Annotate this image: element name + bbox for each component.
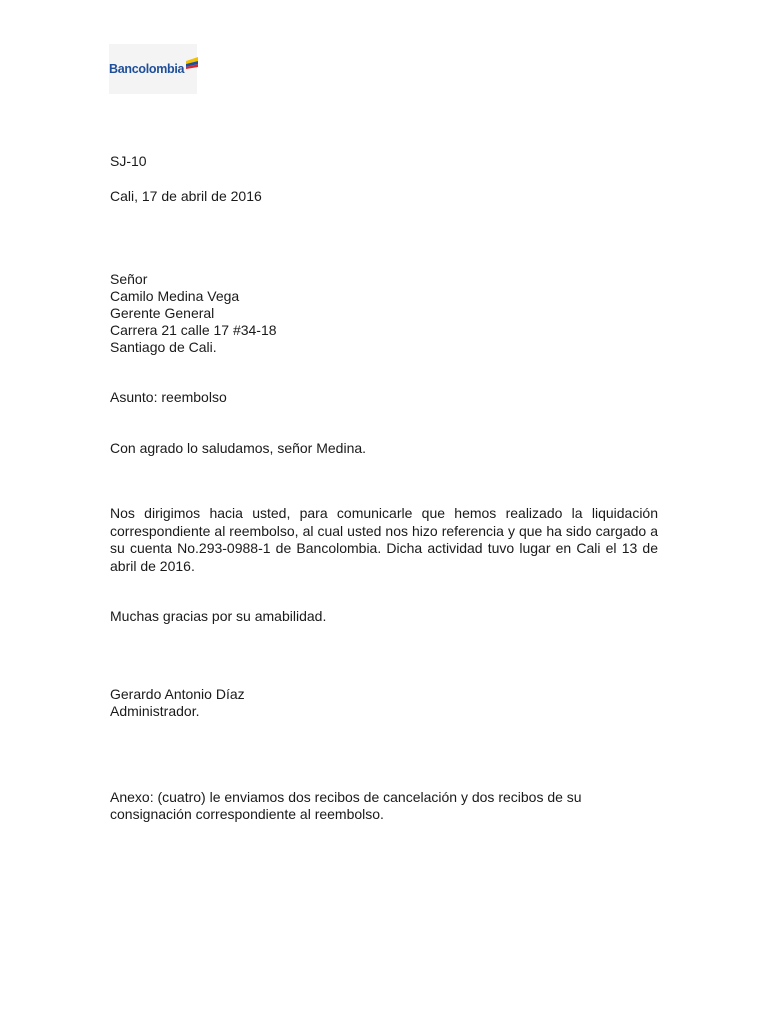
annex-paragraph: Anexo: (cuatro) le enviamos dos recibos de cancelación y dos recibos de su consignación correspondiente al reembolso. bbox=[110, 789, 582, 822]
signer-name: Gerardo Antonio Díaz bbox=[110, 686, 245, 702]
recipient-block bbox=[110, 271, 277, 356]
subject-line: Asunto: reembolso bbox=[110, 389, 227, 405]
body-paragraph: Nos dirigimos hacia usted, para comunicarle que hemos realizado la liquidación correspondiente al reembolso, al cual usted nos hizo referencia y que ha sido cargado a su cuenta No.293-0988-1 de Bancolombia. Dicha actividad tuvo lugar en Cali el 13 de abril de 2016. bbox=[110, 505, 658, 574]
bancolombia-logo bbox=[109, 44, 197, 94]
recipient-name: Camilo Medina Vega bbox=[110, 288, 240, 304]
recipient-address: Carrera 21 calle 17 #34-18 bbox=[110, 322, 277, 338]
recipient-position: Gerente General bbox=[110, 305, 215, 321]
bancolombia-flag-icon bbox=[185, 56, 199, 70]
signature-block bbox=[110, 686, 245, 720]
logo-text: Bancolombia bbox=[109, 62, 185, 76]
greeting-line: Con agrado lo saludamos, señor Medina. bbox=[110, 440, 367, 456]
signer-title: Administrador. bbox=[110, 703, 200, 719]
reference-code: SJ-10 bbox=[110, 153, 147, 169]
place-and-date: Cali, 17 de abril de 2016 bbox=[110, 188, 262, 204]
closing-line: Muchas gracias por su amabilidad. bbox=[110, 608, 327, 624]
recipient-city: Santiago de Cali. bbox=[110, 339, 217, 355]
recipient-salutation-title: Señor bbox=[110, 271, 148, 287]
